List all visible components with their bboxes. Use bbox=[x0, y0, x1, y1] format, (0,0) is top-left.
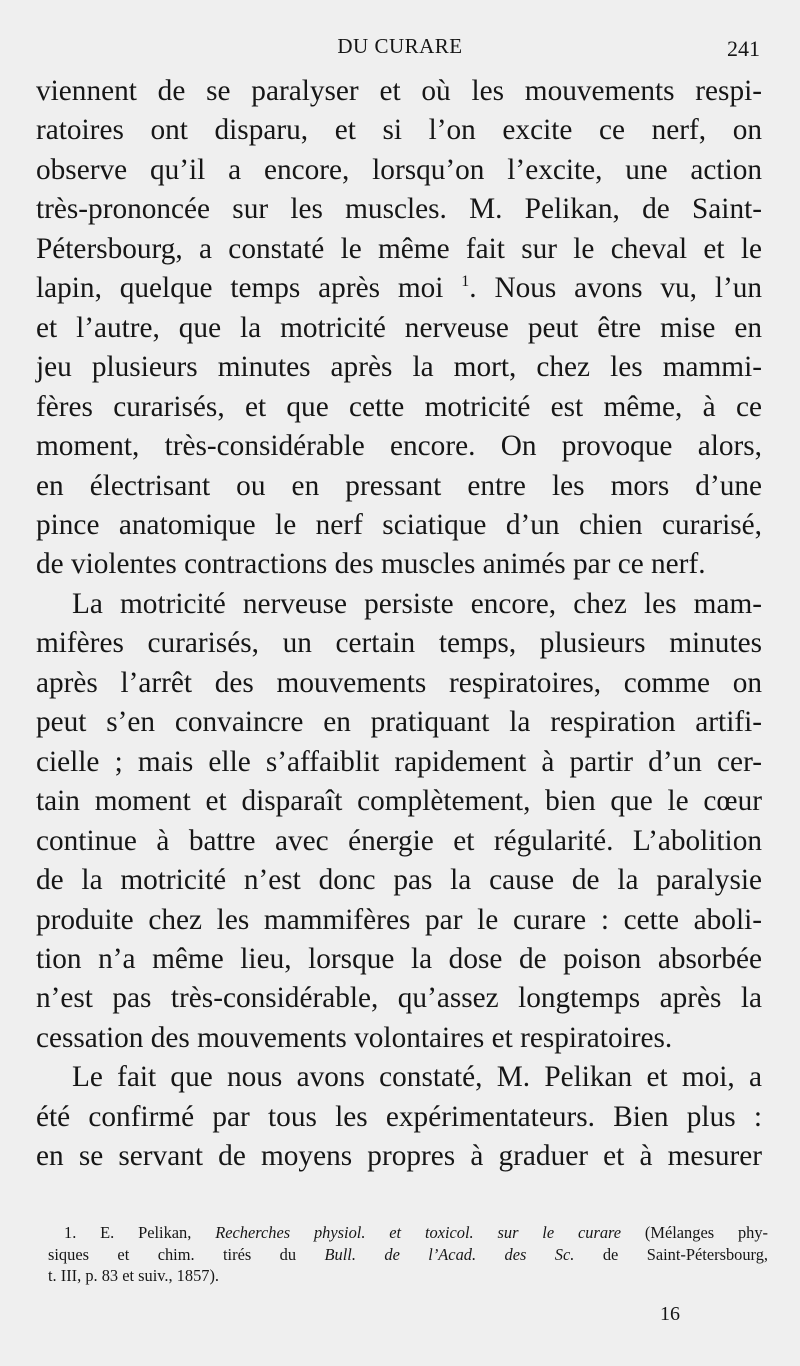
text-line: mifères curarisés, un certain temps, plusieurs minutes bbox=[36, 627, 762, 660]
text-line: observe qu’il a encore, lorsqu’on l’excite, une action bbox=[36, 153, 762, 186]
text-line: n’est pas très-considérable, qu’assez longtemps après la bbox=[36, 982, 762, 1015]
footnote-line: t. III, p. 83 et suiv., 1857). bbox=[48, 1266, 220, 1285]
footnote-reference: 1 bbox=[461, 273, 470, 291]
text-line: ratoires ont disparu, et si l’on excite ce nerf, on bbox=[36, 114, 762, 147]
text-line: été confirmé par tous les expérimentateurs. Bien plus : bbox=[36, 1100, 762, 1133]
text-line bbox=[36, 269, 762, 308]
footnote-number: 1. E. Pelikan, bbox=[64, 1223, 192, 1242]
footnote-line bbox=[48, 1222, 768, 1244]
text-line: Pétersbourg, a constaté le même fait sur le cheval et le bbox=[36, 232, 762, 265]
signature-mark: 16 bbox=[660, 1303, 680, 1325]
text-segment: siques et chim. tirés du bbox=[48, 1244, 297, 1264]
text-line: fères curarisés, et que cette motricité est même, à ce bbox=[36, 390, 762, 423]
text-line: La motricité nerveuse persiste encore, chez les mam- bbox=[72, 587, 762, 620]
text-line: et l’autre, que la motricité nerveuse peut être mise en bbox=[36, 311, 762, 344]
text-line: de violentes contractions des muscles animés par ce nerf. bbox=[36, 548, 706, 581]
text-line: tain moment et disparaît complètement, bien que le cœur bbox=[36, 785, 762, 818]
text-line: en se servant de moyens propres à graduer et à mesurer bbox=[36, 1140, 762, 1173]
text-line: Le fait que nous avons constaté, M. Pelikan et moi, a bbox=[72, 1061, 762, 1094]
text-line: en électrisant ou en pressant entre les mors d’une bbox=[36, 469, 762, 502]
text-segment: de Saint-Pétersbourg, bbox=[602, 1244, 768, 1264]
running-title: DU CURARE bbox=[337, 34, 463, 58]
page-number: 241 bbox=[727, 36, 760, 61]
cited-journal: Bull. de l’Acad. des Sc. bbox=[324, 1244, 575, 1264]
cited-title: Recherches physiol. et toxicol. sur le curare bbox=[215, 1223, 622, 1242]
text-line: viennent de se paralyser et où les mouvements respi- bbox=[36, 75, 762, 107]
text-line: peut s’en convaincre en pratiquant la respiration artifi- bbox=[36, 706, 762, 739]
text-line: pince anatomique le nerf sciatique d’un chien curarisé, bbox=[36, 508, 762, 541]
text-line: très-prononcée sur les muscles. M. Pelikan, de Saint- bbox=[36, 193, 762, 226]
page-header bbox=[0, 34, 800, 64]
footnote-line bbox=[48, 1244, 768, 1266]
body-text bbox=[36, 72, 762, 1177]
text-segment: lapin, quelque temps après moi bbox=[36, 272, 444, 305]
text-line: cielle ; mais elle s’affaiblit rapidement à partir d’un cer- bbox=[36, 745, 762, 778]
footnote bbox=[48, 1222, 768, 1287]
text-line: moment, très-considérable encore. On provoque alors, bbox=[36, 430, 762, 463]
text-segment: (Mélanges phy- bbox=[644, 1223, 768, 1242]
text-line: produite chez les mammifères par le curare : cette aboli- bbox=[36, 903, 762, 936]
text-line: après l’arrêt des mouvements respiratoires, comme on bbox=[36, 666, 762, 699]
text-line: cessation des mouvements volontaires et respiratoires. bbox=[36, 1021, 673, 1054]
text-line: tion n’a même lieu, lorsque la dose de poison absorbée bbox=[36, 942, 762, 975]
text-segment: . Nous avons vu, l’un bbox=[469, 272, 763, 305]
text-line: continue à battre avec énergie et régularité. L’abolition bbox=[36, 824, 762, 857]
text-line: jeu plusieurs minutes après la mort, chez les mammi- bbox=[36, 351, 762, 384]
text-line: de la motricité n’est donc pas la cause de la paralysie bbox=[36, 864, 762, 897]
